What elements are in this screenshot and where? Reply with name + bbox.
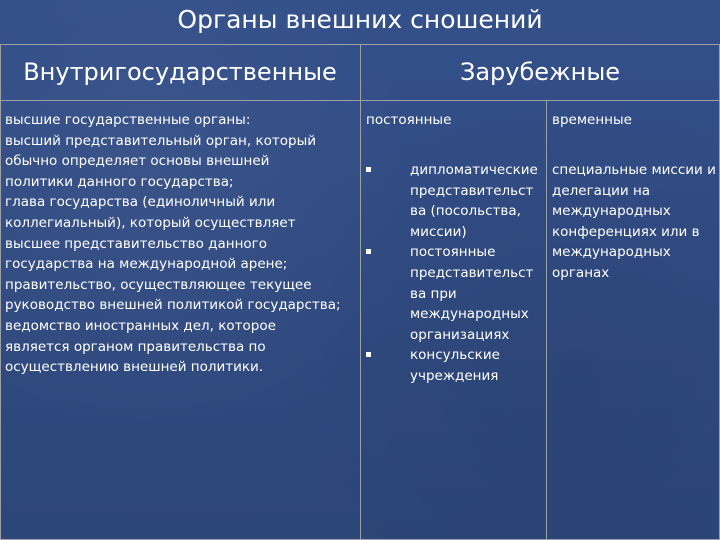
domestic-line: коллегиальный), который осуществляет xyxy=(5,214,296,231)
domestic-line: высший представительный орган, который xyxy=(5,132,317,149)
domestic-line: обычно определяет основы внешней xyxy=(5,153,270,170)
square-bullet-icon xyxy=(366,352,371,357)
list-item xyxy=(366,160,542,242)
organs-table xyxy=(0,44,720,540)
domestic-line: высшие государственные органы: xyxy=(5,112,251,128)
list-item xyxy=(366,242,542,345)
domestic-line: является органом правительства по xyxy=(5,338,266,355)
domestic-line: правительство, осуществляющее текущее xyxy=(5,276,312,293)
square-bullet-icon xyxy=(366,249,371,254)
domestic-line: государства на международной арене; xyxy=(5,256,288,273)
header-domestic: Внутригосударственные xyxy=(23,58,337,86)
permanent-list xyxy=(366,160,542,387)
header-foreign: Зарубежные xyxy=(459,58,621,86)
list-item-text: консульские учреждения xyxy=(410,347,500,384)
domestic-line: высшее представительство данного xyxy=(5,235,268,252)
temporary-label: временные xyxy=(552,112,632,128)
domestic-line: политики данного государства; xyxy=(5,173,234,190)
list-item-text: дипломатические представительст ва (посольства, миссии) xyxy=(410,162,538,240)
domestic-line: руководство внешней политикой государства; xyxy=(5,297,341,314)
table-border-left xyxy=(0,44,1,540)
domestic-line: глава государства (единоличный или xyxy=(5,194,276,211)
square-bullet-icon xyxy=(366,167,371,172)
permanent-label: постоянные xyxy=(366,112,452,128)
temporary-text: специальные миссии и делегации на международных конференциях или в международных органах xyxy=(552,162,716,281)
list-item xyxy=(366,345,542,386)
slide-title: Органы внешних сношений xyxy=(177,5,543,34)
table-subcolumn-divider xyxy=(546,100,547,540)
domestic-line: осуществлению внешней политики. xyxy=(5,359,264,376)
table-column-divider xyxy=(360,44,361,540)
domestic-line: ведомство иностранных дел, которое xyxy=(5,317,276,334)
domestic-organs-text xyxy=(5,110,355,378)
list-item-text: постоянные представительст ва при международных организациях xyxy=(410,244,534,343)
